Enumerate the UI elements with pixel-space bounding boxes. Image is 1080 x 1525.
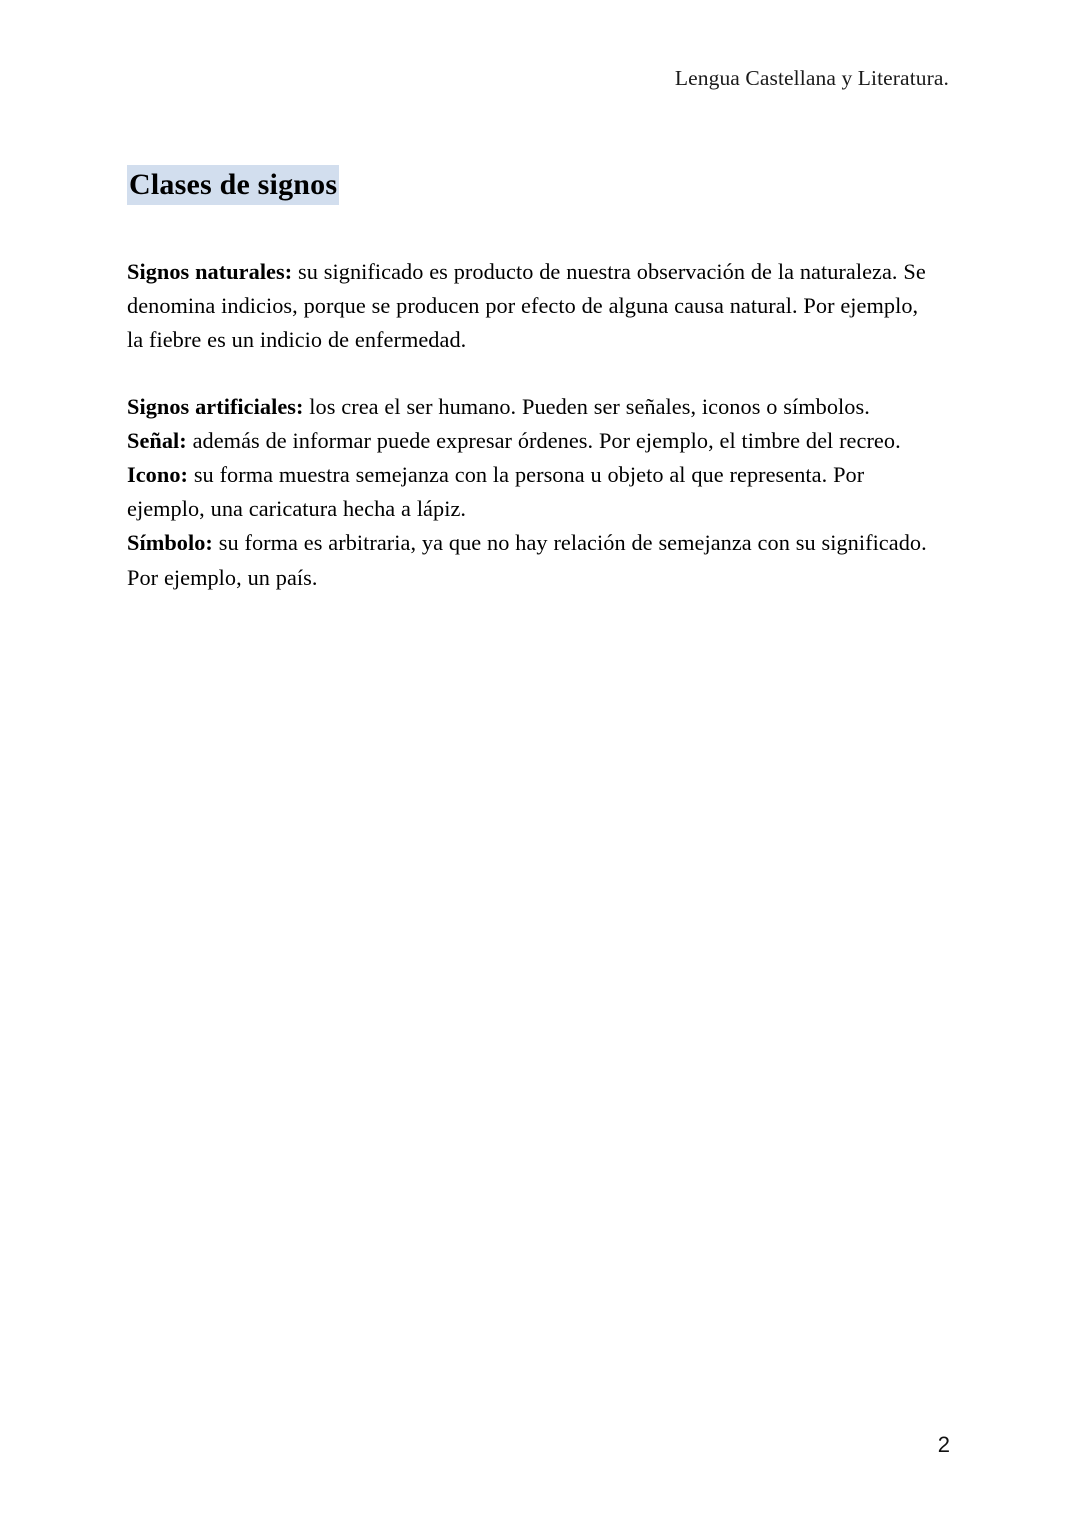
text-signos-artificiales: los crea el ser humano. Pueden ser señales, iconos o símbolos. xyxy=(303,393,870,419)
text-icono: su forma muestra semejanza con la persona u objeto al que representa. Por ejemplo, una caricatura hecha a lápiz. xyxy=(127,462,865,522)
lead-signos-artificiales: Signos artificiales: xyxy=(127,393,304,419)
text-signos-naturales: su significado es producto de nuestra observación de la naturaleza. Se denomina indicios, porque se producen por efecto de alguna causa natural. Por ejemplo, la fiebre es un indicio de enfermedad. xyxy=(127,259,926,353)
running-header: Lengua Castellana y Literatura. xyxy=(674,66,949,90)
page-title xyxy=(127,165,939,204)
page-title-highlight: Clases de signos xyxy=(127,165,339,205)
text-simbolo: su forma es arbitraria, ya que no hay relación de semejanza con su significado. Por ejemplo, un país. xyxy=(127,530,927,590)
document-content xyxy=(127,165,939,617)
paragraph-signos-artificiales xyxy=(127,390,939,595)
lead-icono: Icono: xyxy=(127,462,188,488)
lead-senal: Señal: xyxy=(127,427,187,453)
paragraph-signos-naturales xyxy=(127,255,939,358)
lead-signos-naturales: Signos naturales: xyxy=(127,259,293,284)
page-number: 2 xyxy=(937,1432,950,1457)
text-senal: además de informar puede expresar órdenes. Por ejemplo, el timbre del recreo. xyxy=(186,427,901,453)
lead-simbolo: Símbolo: xyxy=(127,530,213,556)
